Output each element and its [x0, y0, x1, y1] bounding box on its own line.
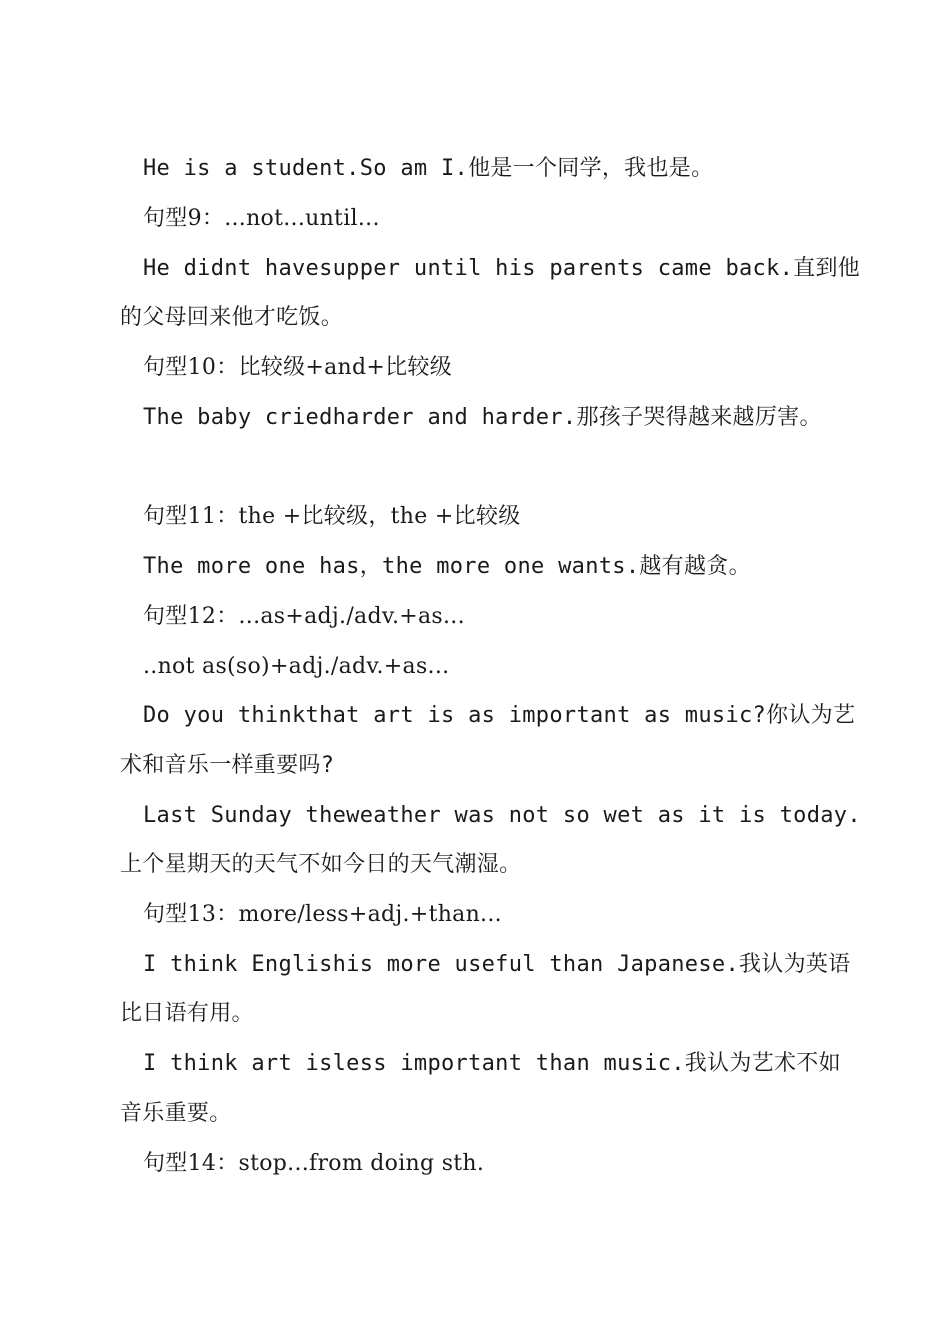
sentence-pattern-heading: 句型9：...not...until... — [143, 206, 380, 231]
sentence-pattern-heading: 句型10：比较级+and+比较级 — [143, 355, 453, 380]
sentence-pattern-heading: 句型14：stop...from doing sth. — [143, 1151, 485, 1176]
text-line: 的父母回来他才吃饭。 — [120, 305, 344, 330]
text-line: I think Englishis more useful than Japanese.我认为英语 — [143, 952, 851, 977]
text-line: I think art isless important than music.我认为艺术不如 — [143, 1051, 841, 1076]
text-line: 音乐重要。 — [120, 1101, 232, 1126]
text-line: 术和音乐一样重要吗? — [120, 753, 335, 778]
sentence-pattern-heading: 句型12：...as+adj./adv.+as... — [143, 604, 465, 629]
text-line: ..not as(so)+adj./adv.+as... — [143, 654, 450, 679]
text-line: Do you thinkthat art is as important as music?你认为艺 — [143, 703, 856, 728]
text-line: The more one has，the more one wants.越有越贪。 — [143, 554, 751, 579]
text-line: He didnt havesupper until his parents came back.直到他 — [143, 256, 861, 281]
text-line: 上个星期天的天气不如今日的天气潮湿。 — [120, 852, 522, 877]
text-line: Last Sunday theweather was not so wet as it is today. — [143, 803, 861, 828]
text-line: 比日语有用。 — [120, 1001, 254, 1026]
sentence-pattern-heading: 句型13：more/less+adj.+than... — [143, 902, 502, 927]
text-line: He is a student.So am I.他是一个同学，我也是。 — [143, 156, 714, 181]
sentence-pattern-heading: 句型11：the +比较级，the +比较级 — [143, 504, 521, 529]
text-line: The baby criedharder and harder.那孩子哭得越来越厉害。 — [143, 405, 822, 430]
